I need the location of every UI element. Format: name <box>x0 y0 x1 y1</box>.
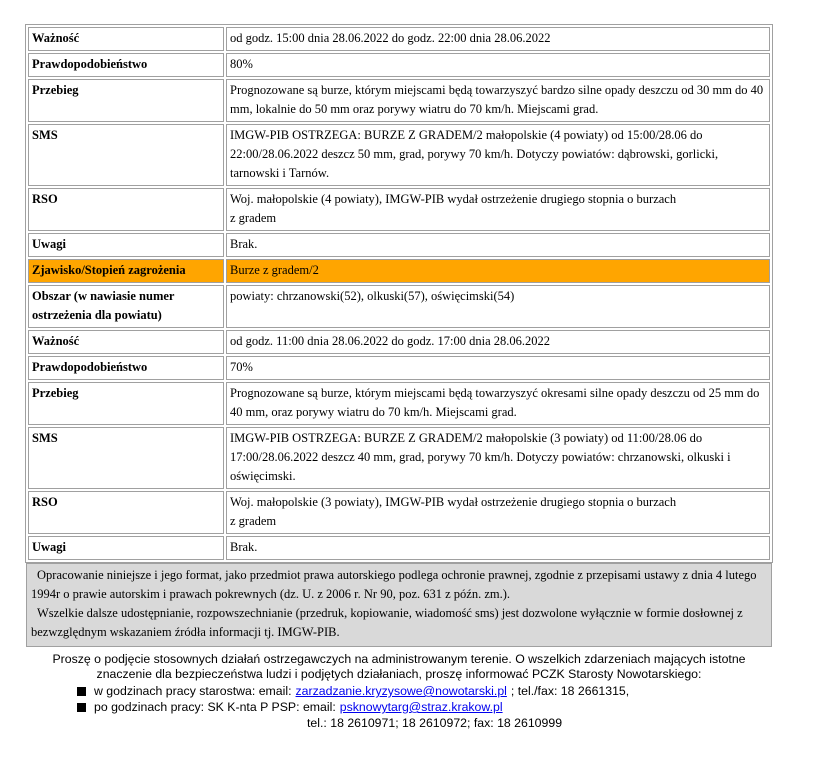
row-value <box>226 188 770 231</box>
table-row <box>28 27 770 51</box>
row-value: 70% <box>226 356 770 380</box>
row-label: SMS <box>28 427 224 489</box>
table-row <box>28 188 770 231</box>
row-label: SMS <box>28 124 224 186</box>
copyright-paragraph-2: Wszelkie dalsze udostępnianie, rozpowszechnianie (przedruk, kopiowanie, wiadomość sms) jest dozwolone wyłącznie w formie dosłownej z bezwzględnym wskazaniem źródła informacji tj. IMGW-PIB. <box>31 606 743 639</box>
row-label: RSO <box>28 491 224 534</box>
table-row <box>28 356 770 380</box>
after-hours-email-link[interactable]: psknowytarg@straz.krakow.pl <box>339 700 503 714</box>
row-label: Prawdopodobieństwo <box>28 53 224 77</box>
row-value: od godz. 15:00 dnia 28.06.2022 do godz. 22:00 dnia 28.06.2022 <box>226 27 770 51</box>
row-label: Obszar (w nawiasie numer ostrzeżenia dla powiatu) <box>28 285 224 328</box>
rso-line-2: z gradem <box>230 211 277 225</box>
copyright-notice <box>26 563 772 647</box>
row-value: Prognozowane są burze, którym miejscami będą towarzyszyć okresami silne opady deszczu od 25 mm do 40 mm, oraz porywy wiatru do 70 km/h. Miejscami grad. <box>226 382 770 425</box>
row-value <box>226 491 770 534</box>
table-row <box>28 491 770 534</box>
row-label: Uwagi <box>28 233 224 257</box>
row-value: powiaty: chrzanowski(52), olkuski(57), oświęcimski(54) <box>226 285 770 328</box>
row-label: Przebieg <box>28 382 224 425</box>
row-label: Uwagi <box>28 536 224 560</box>
table-row <box>28 285 770 328</box>
row-label: Prawdopodobieństwo <box>28 356 224 380</box>
table-row <box>28 53 770 77</box>
row-label: RSO <box>28 188 224 231</box>
contact-footer <box>25 652 773 731</box>
rso-line-1: Woj. małopolskie (4 powiaty), IMGW-PIB wydał ostrzeżenie drugiego stopnia o burzach <box>230 192 677 206</box>
hazard-value: Burze z gradem/2 <box>226 259 770 283</box>
list-item <box>77 684 773 699</box>
contact-list <box>25 684 773 715</box>
row-label: Ważność <box>28 27 224 51</box>
table-row <box>28 427 770 489</box>
hazard-label: Zjawisko/Stopień zagrożenia <box>28 259 224 283</box>
row-value: Prognozowane są burze, którym miejscami będą towarzyszyć bardzo silne opady deszczu od 30 mm do 40 mm, lokalnie do 50 mm oraz porywy wiatru do 70 km/h. Miejscami grad. <box>226 79 770 122</box>
square-bullet-icon <box>77 687 86 696</box>
row-label: Ważność <box>28 330 224 354</box>
after-hours-phones: tel.: 18 2610971; 18 2610972; fax: 18 2610999 <box>307 716 563 730</box>
row-value: Brak. <box>226 536 770 560</box>
warning-document <box>25 24 773 731</box>
row-value: IMGW-PIB OSTRZEGA: BURZE Z GRADEM/2 małopolskie (3 powiaty) od 11:00/28.06 do 17:00/28.06.2022 deszcz 40 mm, grad, porywy 70 km/h. Dotyczy powiatów: chrzanowski, olkuski i oświęcimski. <box>226 427 770 489</box>
row-value: Brak. <box>226 233 770 257</box>
footer-intro: Proszę o podjęcie stosownych działań ostrzegawczych na administrowanym terenie. O wszelkich zdarzeniach mających istotne znaczenie dla bezpieczeństwa ludzi i podjętych działaniach, proszę informować PCZK Starosty Nowotarskiego: <box>52 652 746 681</box>
rso-line-1: Woj. małopolskie (3 powiaty), IMGW-PIB wydał ostrzeżenie drugiego stopnia o burzach <box>230 495 677 509</box>
copyright-paragraph-1: Opracowanie niniejsze i jego format, jako przedmiot prawa autorskiego podlega ochronie prawnej, zgodnie z przepisami ustawy z dnia 4 lutego 1994r o prawie autorskim i prawach pokrewnych (dz. U. z 2006 r. Nr 90, poz. 631 z późn. zm.). <box>31 568 757 601</box>
row-value: 80% <box>226 53 770 77</box>
square-bullet-icon <box>77 703 86 712</box>
rso-line-2: z gradem <box>230 514 277 528</box>
table-row <box>28 382 770 425</box>
table-row <box>28 79 770 122</box>
highlight-row <box>28 259 770 283</box>
office-email-link[interactable]: zarzadzanie.kryzysowe@nowotarski.pl <box>295 684 507 698</box>
warning-table <box>25 24 773 563</box>
row-value: IMGW-PIB OSTRZEGA: BURZE Z GRADEM/2 małopolskie (4 powiaty) od 15:00/28.06 do 22:00/28.06.2022 deszcz 50 mm, grad, porywy 70 km/h. Dotyczy powiatów: dąbrowski, gorlicki, tarnowski i Tarnów. <box>226 124 770 186</box>
office-phone: ; tel./fax: 18 2661315, <box>510 684 630 698</box>
office-hours-label: w godzinach pracy starostwa: email: <box>94 684 292 698</box>
table-row <box>28 124 770 186</box>
table-row <box>28 536 770 560</box>
list-item <box>77 700 773 715</box>
row-value: od godz. 11:00 dnia 28.06.2022 do godz. 17:00 dnia 28.06.2022 <box>226 330 770 354</box>
after-hours-label: po godzinach pracy: SK K-nta P PSP: email: <box>94 700 336 714</box>
table-row <box>28 233 770 257</box>
row-label: Przebieg <box>28 79 224 122</box>
table-row <box>28 330 770 354</box>
